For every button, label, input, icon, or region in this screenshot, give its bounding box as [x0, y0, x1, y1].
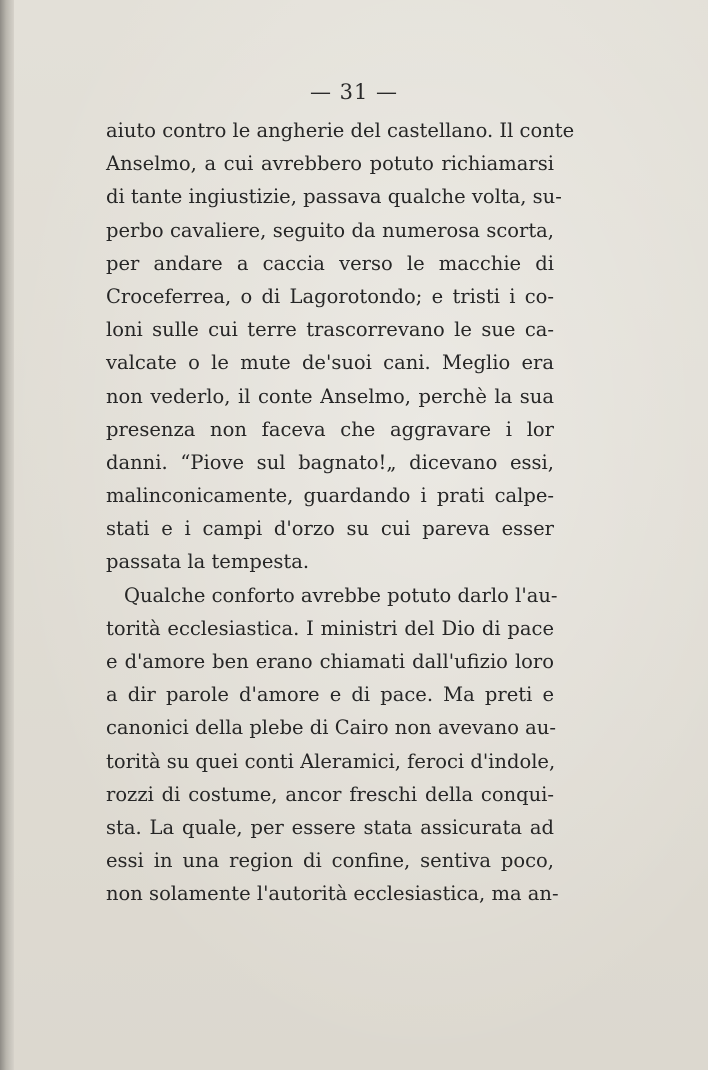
text-line: loni sulle cui terre trascorrevano le sue ca- — [106, 318, 554, 342]
text-line: non vederlo, il conte Anselmo, perchè la sua — [106, 384, 554, 408]
paragraph — [106, 114, 575, 579]
text-line: per andare a caccia verso le macchie di — [106, 251, 554, 275]
text-line: rozzi di costume, ancor freschi della conqui- — [106, 782, 554, 806]
text-line: di tante ingiustizie, passava qualche volta, su- — [106, 185, 562, 209]
page-binding-edge — [0, 0, 14, 1070]
text-line: aiuto contro le angherie del castellano. Il conte — [106, 119, 575, 142]
text-line: Qualche conforto avrebbe potuto darlo l'au- — [124, 583, 558, 607]
text-line: Anselmo, a cui avrebbero potuto richiamarsi — [106, 152, 554, 176]
text-line: essi in una region di confine, sentiva poco, — [106, 849, 554, 873]
text-line: perbo cavaliere, seguito da numerosa scorta, — [106, 218, 554, 242]
text-line: torità ecclesiastica. I ministri del Dio di pace — [106, 616, 554, 640]
paragraph — [106, 579, 559, 911]
text-line: e d'amore ben erano chiamati dall'ufizio loro — [106, 650, 554, 673]
text-line: valcate o le mute de'suoi cani. Meglio era — [106, 351, 554, 375]
text-line: canonici della plebe di Cairo non avevano au- — [106, 716, 556, 740]
page-number: — 31 — — [309, 80, 399, 104]
text-line: danni. “Piove sul bagnato!„ dicevano essi, — [106, 450, 554, 474]
text-line: torità su quei conti Aleramici, feroci d'indole, — [106, 749, 556, 773]
text-line: non solamente l'autorità ecclesiastica, ma an- — [106, 882, 559, 906]
text-line: malinconicamente, guardando i prati calpe- — [106, 484, 554, 508]
body-text — [106, 114, 575, 911]
text-line: Croceferrea, o di Lagorotondo; e tristi i co- — [106, 284, 554, 308]
text-line: sta. La quale, per essere stata assicurata ad — [106, 815, 554, 839]
text-line: stati e i campi d'orzo su cui pareva esser — [106, 517, 554, 541]
text-line: presenza non faceva che aggravare i lor — [106, 417, 554, 441]
text-line: passata la tempesta. — [106, 550, 310, 574]
text-line: a dir parole d'amore e di pace. Ma preti e — [106, 683, 554, 707]
